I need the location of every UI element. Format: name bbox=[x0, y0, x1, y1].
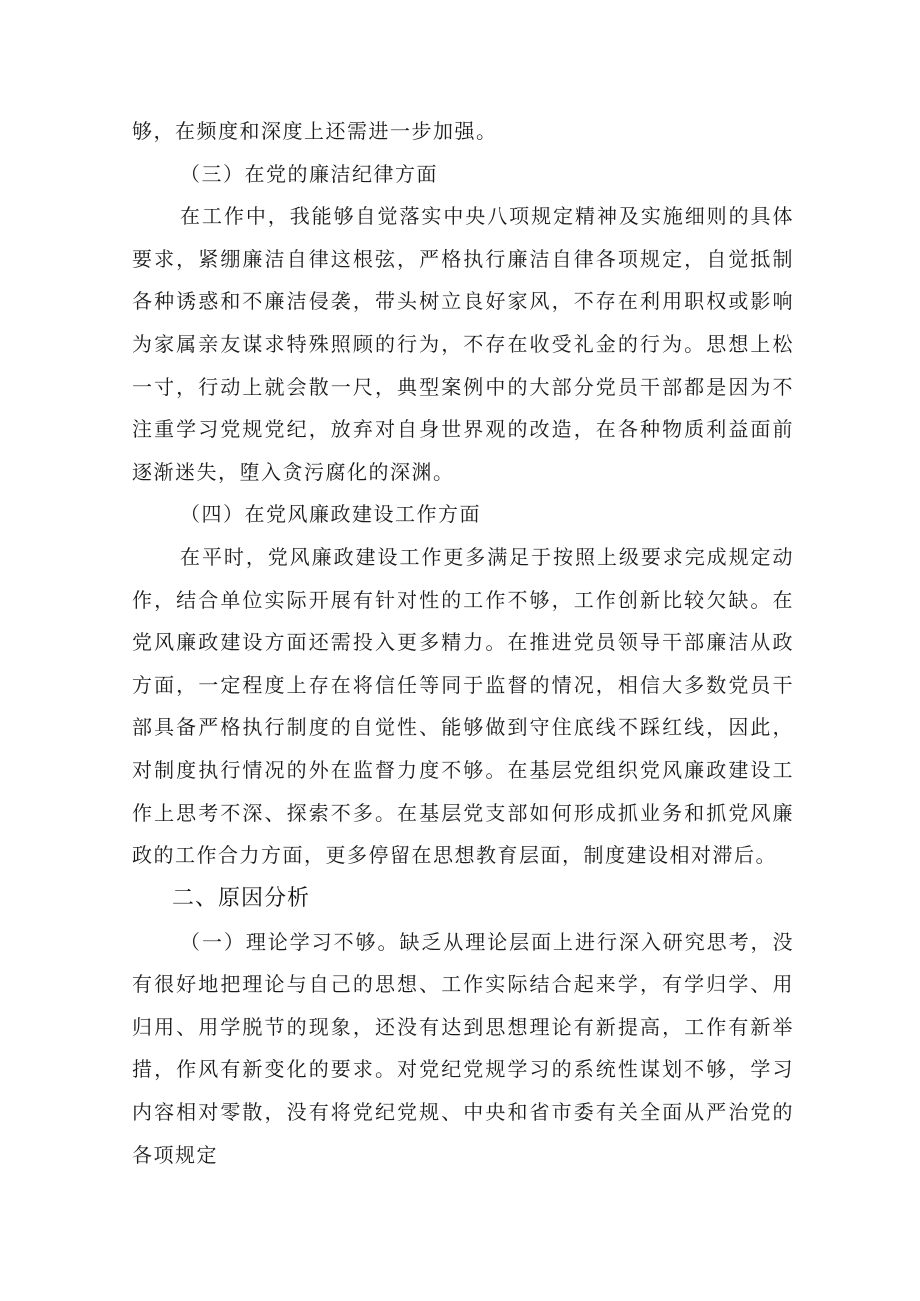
paragraph-theory-study: （一）理论学习不够。缺乏从理论层面上进行深入研究思考，没有很好地把理论与自己的思想、工作实际结合起来学，有学归学、用归用、用学脱节的现象，还没有达到思想理论有新提高，工作有新举措，作风有新变化的要求。对党纪党规学习的系统性谋划不够，学习内容相对零散，没有将党纪党规、中央和省市委有关全面从严治党的各项规定 bbox=[132, 929, 794, 1167]
subheading-integrity-discipline: （三）在党的廉洁纪律方面 bbox=[180, 161, 438, 186]
subheading-party-conduct-work: （四）在党风廉政建设工作方面 bbox=[180, 502, 481, 527]
document-body bbox=[132, 110, 794, 1176]
paragraph-integrity-discipline: 在工作中，我能够自觉落实中央八项规定精神及实施细则的具体要求，紧绷廉洁自律这根弦，严格执行廉洁自律各项规定，自觉抵制各种诱惑和不廉洁侵袭，带头树立良好家风，不存在利用职权或影响为家属亲友谋求特殊照顾的行为，不存在收受礼金的行为。思想上松一寸，行动上就会散一尺，典型案例中的大部分党员干部都是因为不注重学习党规党纪，放弃对自身世界观的改造，在各种物质利益面前逐渐迷失，堕入贪污腐化的深渊。 bbox=[132, 204, 794, 484]
paragraph-party-conduct-work: 在平时，党风廉政建设工作更多满足于按照上级要求完成规定动作，结合单位实际开展有针对性的工作不够，工作创新比较欠缺。在党风廉政建设方面还需投入更多精力。在推进党员领导干部廉洁从政方面，一定程度上存在将信任等同于监督的情况，相信大多数党员干部具备严格执行制度的自觉性、能够做到守住底线不踩红线，因此，对制度执行情况的外在监督力度不够。在基层党组织党风廉政建设工作上思考不深、探索不多。在基层党支部如何形成抓业务和抓党风廉政的工作合力方面，更多停留在思想教育层面，制度建设相对滞后。 bbox=[132, 544, 794, 868]
paragraph-continued: 够，在频度和深度上还需进一步加强。 bbox=[132, 119, 498, 143]
section-heading-cause-analysis: 二、原因分析 bbox=[172, 885, 311, 911]
